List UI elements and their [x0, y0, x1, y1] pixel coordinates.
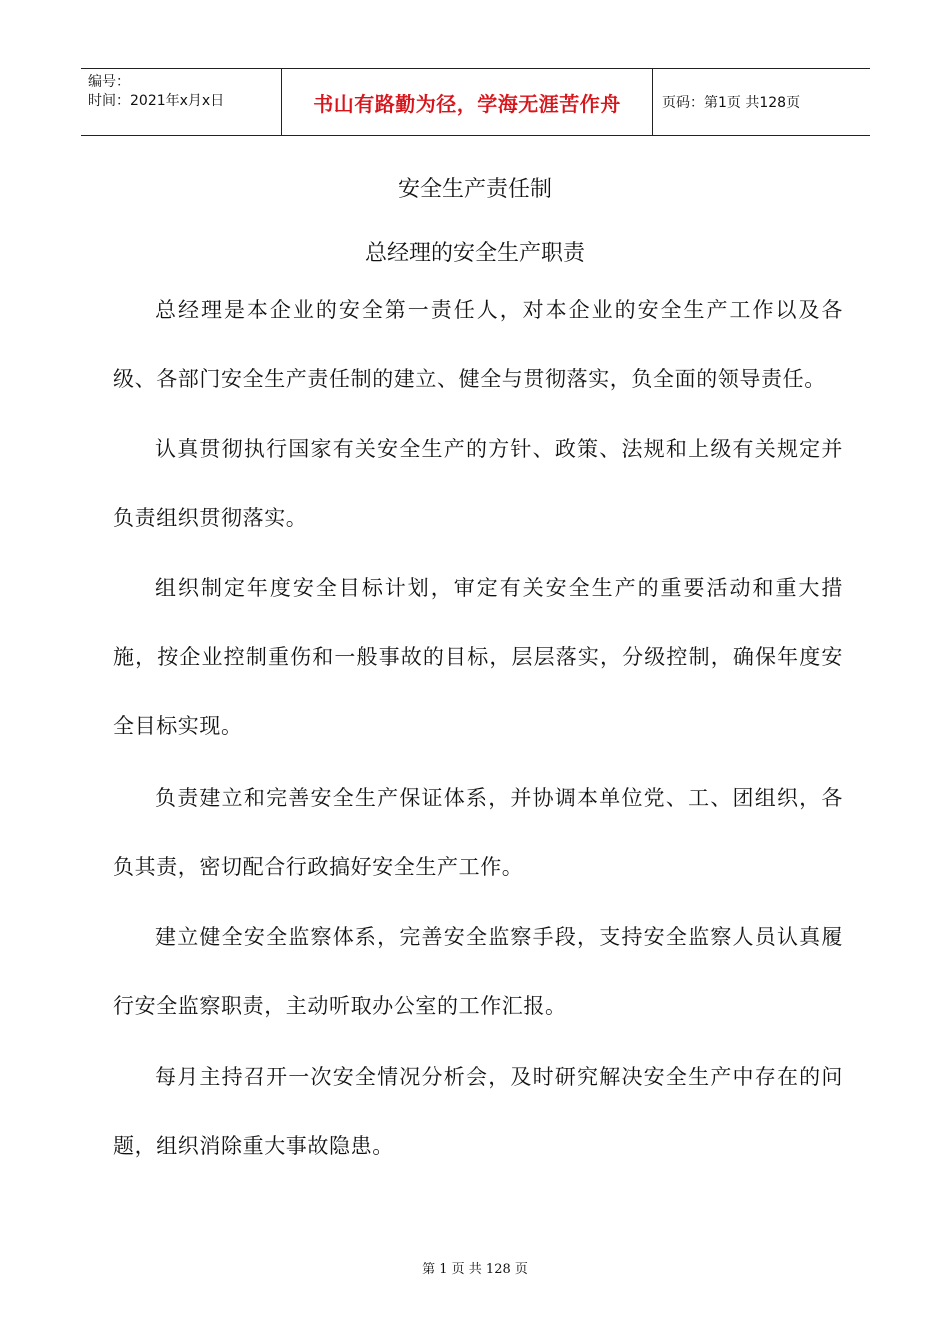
document-header	[81, 68, 870, 136]
document-title: 安全生产责任制	[397, 177, 552, 202]
paragraph-4: 负责建立和完善安全生产保证体系，并协调本单位党、工、团组织，各负其责，密切配合行政搞好安全生产工作。	[113, 786, 843, 879]
document-date: 时间：2021年x月x日	[88, 93, 225, 109]
header-motto: 书山有路勤为径，学海无涯苦作舟	[281, 69, 653, 135]
header-meta	[81, 69, 281, 135]
page-footer: 第 1 页 共 128 页	[422, 1262, 528, 1277]
paragraph-1: 总经理是本企业的安全第一责任人，对本企业的安全生产工作以及各级、各部门安全生产责任制的建立、健全与贯彻落实，负全面的领导责任。	[113, 298, 843, 391]
paragraph-3: 组织制定年度安全目标计划，审定有关安全生产的重要活动和重大措施，按企业控制重伤和一般事故的目标，层层落实，分级控制，确保年度安全目标实现。	[113, 576, 843, 738]
paragraph-5: 建立健全安全监察体系，完善安全监察手段，支持安全监察人员认真履行安全监察职责，主动听取办公室的工作汇报。	[113, 925, 843, 1018]
document-number-label: 编号：	[88, 74, 130, 90]
paragraph-6: 每月主持召开一次安全情况分析会，及时研究解决安全生产中存在的问题，组织消除重大事故隐患。	[113, 1065, 843, 1158]
header-page-info: 页码：第1页 共128页	[662, 95, 801, 111]
paragraph-2: 认真贯彻执行国家有关安全生产的方针、政策、法规和上级有关规定并负责组织贯彻落实。	[113, 437, 843, 530]
document-subtitle: 总经理的安全生产职责	[364, 241, 585, 266]
